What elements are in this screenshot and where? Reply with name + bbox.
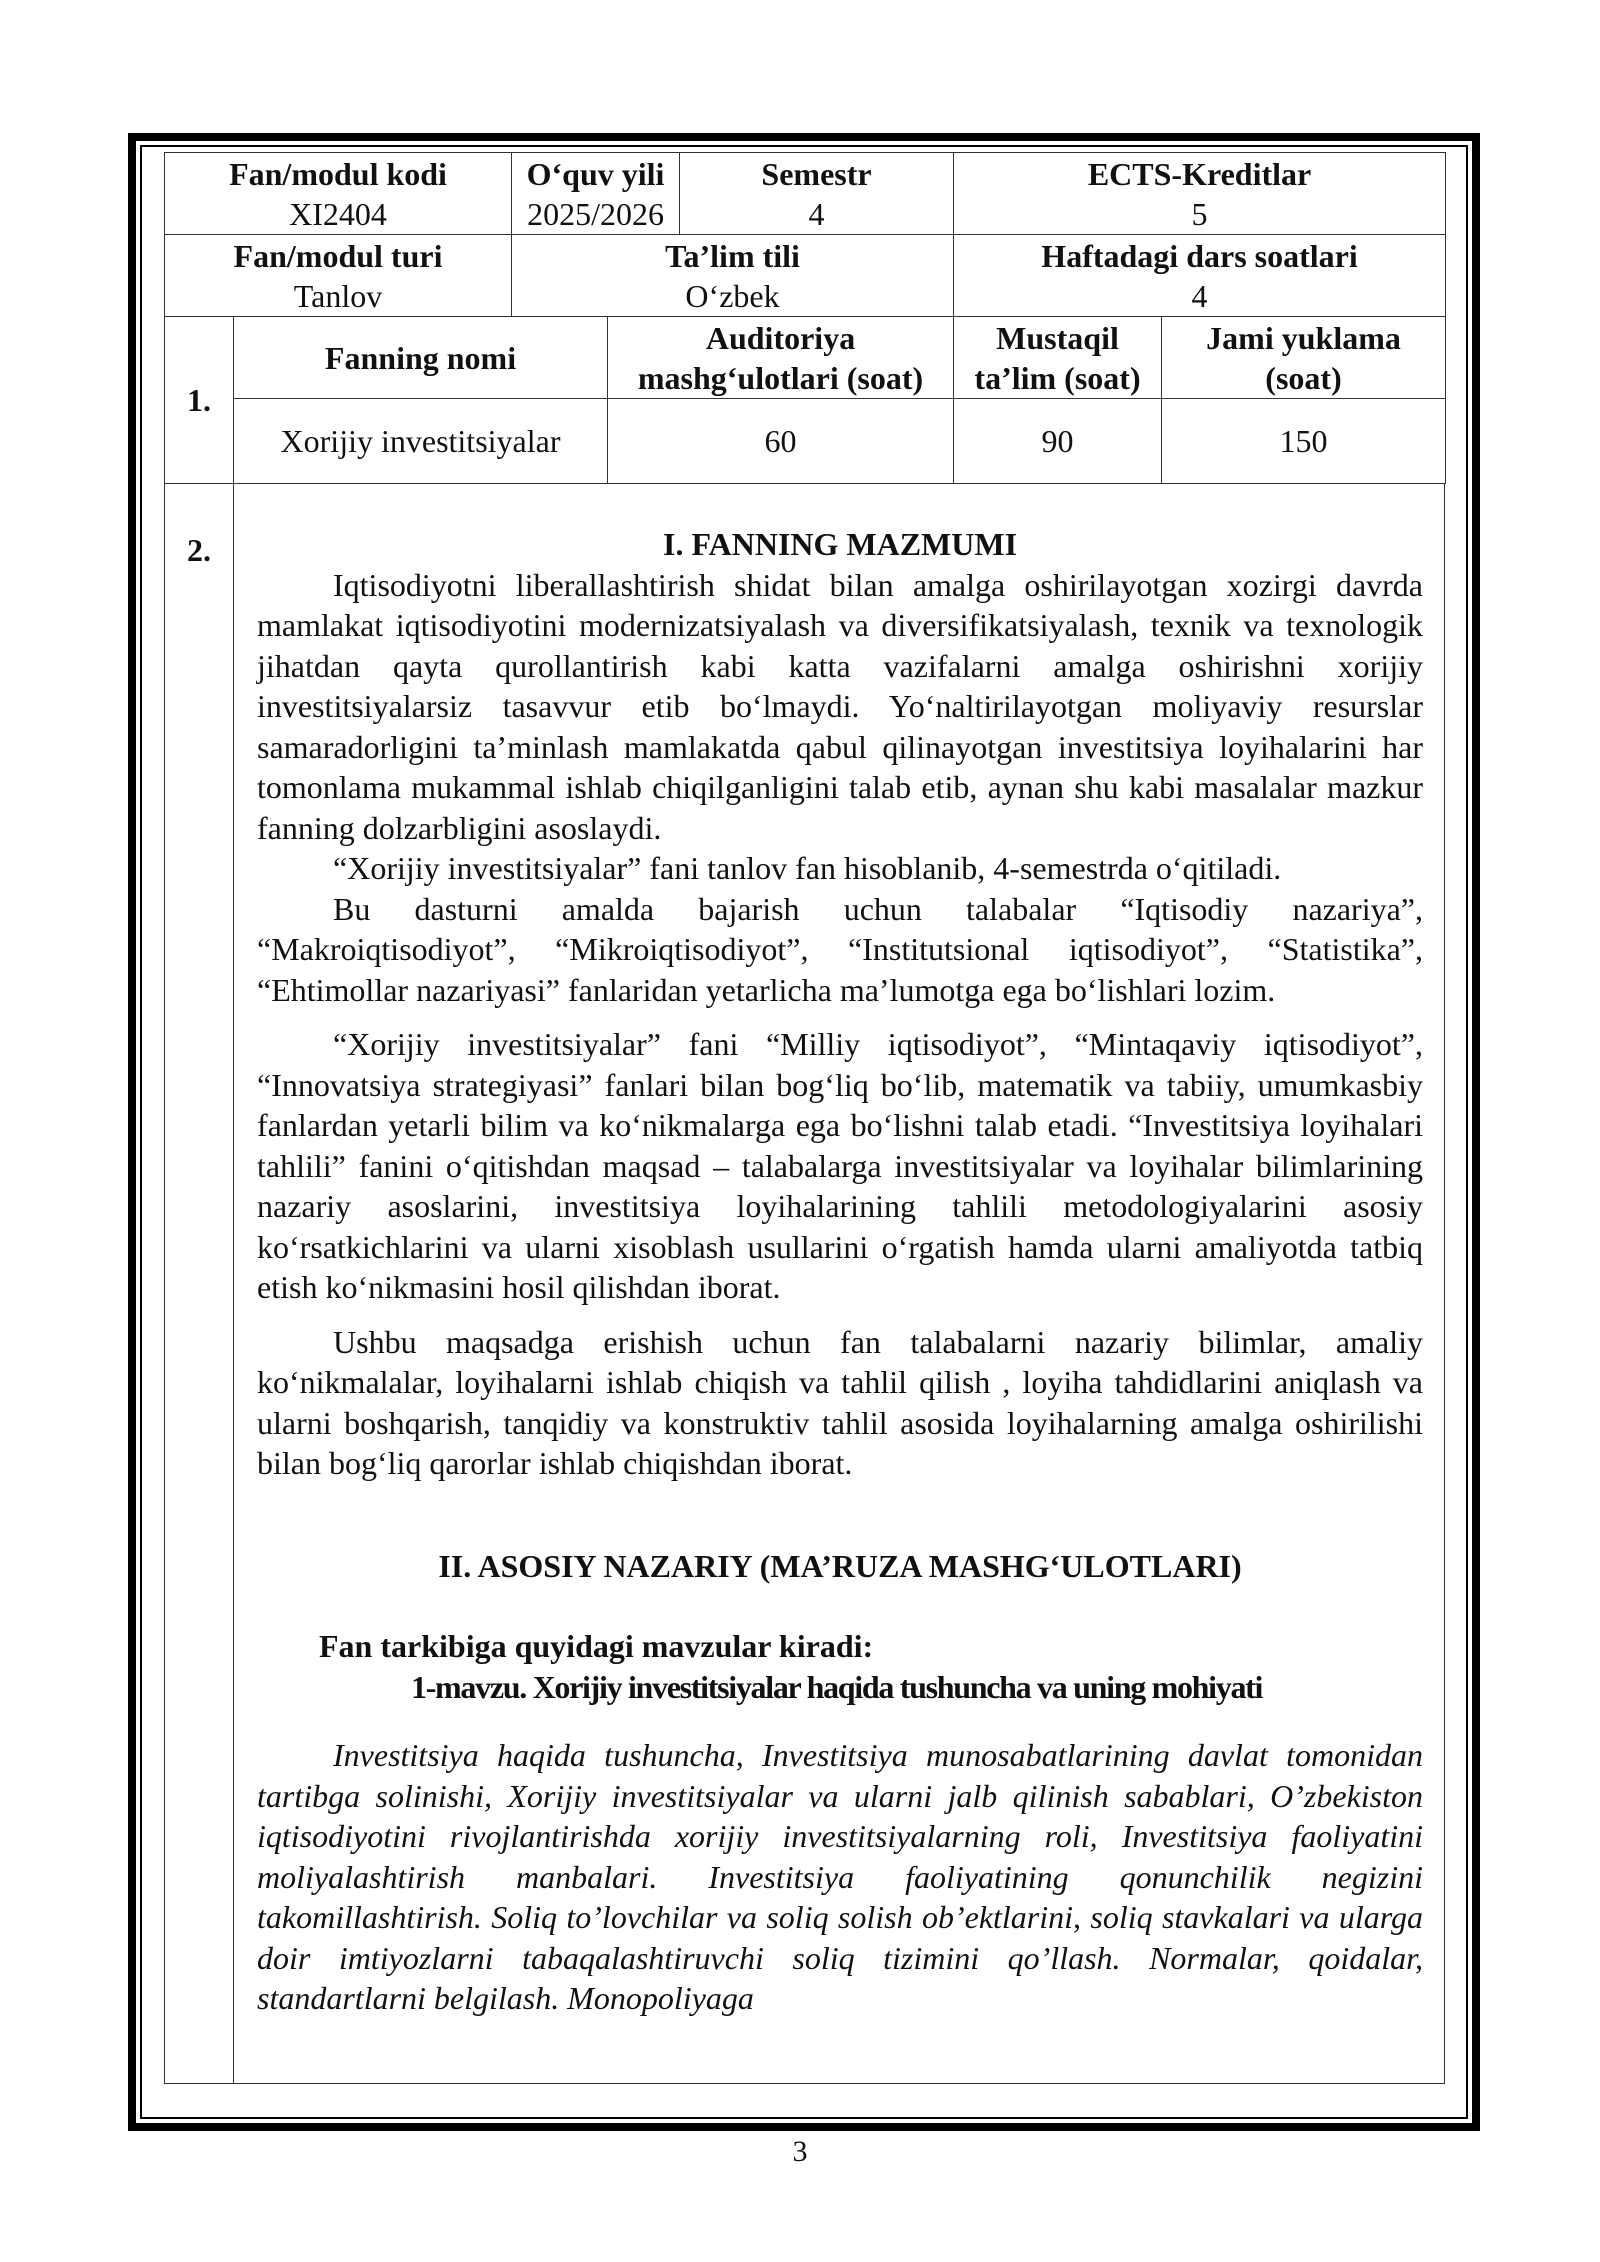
course-code-cell (165, 153, 512, 235)
ects-value: 5 (1191, 195, 1208, 232)
document-content (164, 152, 1445, 2084)
independent-hours-value: 90 (954, 399, 1162, 484)
subject-name-label: Fanning nomi (234, 317, 608, 399)
total-load-label: Jami yuklama (soat) (1162, 317, 1446, 399)
table-row (165, 399, 1446, 484)
lectures-heading: II. ASOSIY NAZARIY (MA’RUZA MASHG‘ULOTLARI) (438, 1547, 1242, 1584)
section-number-column (165, 484, 234, 2083)
paragraph: “Xorijiy investitsiyalar” fani “Milliy iqtisodiyot”, “Mintaqaviy iqtisodiyot”, “Innovatsiya strategiyasi” fanlari bilan bog‘liq bo‘lib, matematik va tabiiy, umumkasbiy fanlardan yetarli bilim va ko‘nikmalarga ega bo‘lishni talab etadi. “Investitsiya loyihalari tahlili” fanini o‘qitishdan maqsad – talabalarga investitsiyalar va loyihalar bilimlarining nazariy asoslarini, investitsiya loyihalarining tahlili metodologiyalarini asosiy ko‘rsatkichlarini va ularni xisoblash usullarini o‘rgatish hamda ularni amaliyotda tatbiq etish ko‘nikmasini hosil qilishdan iborat. (257, 1026, 1423, 1305)
table-row (165, 235, 1446, 317)
course-code-label: Fan/modul kodi (229, 155, 447, 192)
academic-year-label: O‘quv yili (526, 155, 665, 192)
independent-hours-label: Mustaqil ta’lim (soat) (954, 317, 1162, 399)
auditory-hours-label: Auditoriya mashg‘ulotlari (soat) (608, 317, 954, 399)
subject-name-value: Xorijiy investitsiyalar (234, 399, 608, 484)
course-info-table (164, 152, 1446, 484)
language-value: O‘zbek (685, 277, 780, 314)
academic-year-cell (512, 153, 680, 235)
paragraph: Ushbu maqsadga erishish uchun fan talabalarni nazariy bilimlar, amaliy ko‘nikmalalar, loyihalarni ishlab chiqish va tahlil qilish , loyiha tahdidlarini aniqlash va ularni boshqarish, tanqidiy va konstruktiv tahlil asosida loyihalarning amalga oshirilishi bilan bog‘liq qarorlar ishlab chiqishdan iborat. (257, 1323, 1423, 1481)
table-row (165, 317, 1446, 399)
section-number: 2. (187, 532, 211, 568)
section-title: I. FANNING MAZMUMI (662, 526, 1018, 562)
semester-cell (680, 153, 954, 235)
content-section (164, 484, 1445, 2084)
page-number: 3 (792, 2135, 808, 2168)
topic-description: Investitsiya haqida tushuncha, Investitsiya munosabatlarining davlat tomonidan tartibga solinishi, Xorijiy investitsiyalar va ularni jalb qilinish sabablari, O’zbekiston iqtisodiyotini rivojlantirishda xorijiy investitsiyalarning roli, Investitsiya faoliyatini moliyalashtirish manbalari. Investitsiya faoliyatining qonunchilik negizini takomillashtirish. Soliq to’lovchilar va soliq solish ob’ektlarini, soliq stavkalari va ularga doir imtiyozlarni tabaqalashtiruvchi soliq tizimini qo’llash. Normalar, qoidalar, standartlarni belgilash. Monopoliyaga (257, 1737, 1423, 2016)
table-row (165, 153, 1446, 235)
paragraph: Iqtisodiyotni liberallashtirish shidat bilan amalga oshirilayotgan xozirgi davrda mamlakat iqtisodiyotini modernizatsiyalash va diversifikatsiyalash, texnik va texnologik jihatdan qayta qurollantirish kabi katta vazifalarni amalga oshirishni xorijiy investitsiyalarsiz tasavvur etib bo‘lmaydi. Yo‘naltirilayotgan moliyaviy resurslar samaradorligini ta’minlash mamlakatda qabul qilinayotgan investitsiya loyihalarini har tomonlama mukammal ishlab chiqilganligini talab etib, aynan shu kabi masalalar mazkur fanning dolzarbligini asoslaydi. (257, 566, 1423, 846)
weekly-hours-cell (954, 235, 1446, 317)
module-type-value: Tanlov (293, 277, 383, 314)
section-body (257, 524, 1423, 2019)
total-load-value: 150 (1162, 399, 1446, 484)
weekly-hours-label: Haftadagi dars soatlari (1041, 237, 1358, 274)
topic-title: 1-mavzu. Xorijiy investitsiyalar haqida tushuncha va uning mohiyati (411, 1668, 1263, 1705)
auditory-hours-value: 60 (608, 399, 954, 484)
module-type-cell (165, 235, 512, 317)
paragraph: “Xorijiy investitsiyalar” fani tanlov fan hisoblanib, 4-semestrda o‘qitiladi. (333, 850, 1282, 886)
weekly-hours-value: 4 (1191, 277, 1208, 314)
topics-intro: Fan tarkibiga quyidagi mavzular kiradi: (319, 1628, 874, 1664)
language-cell (512, 235, 954, 317)
ects-label: ECTS-Kreditlar (1087, 155, 1312, 192)
module-type-label: Fan/modul turi (233, 237, 443, 274)
language-label: Ta’lim tili (665, 237, 800, 274)
semester-label: Semestr (761, 155, 872, 192)
paragraph: Bu dasturni amalda bajarish uchun talabalar “Iqtisodiy nazariya”, “Makroiqtisodiyot”, “Mikroiqtisodiyot”, “Institutsional iqtisodiyot”, “Statistika”, “Ehtimollar nazariyasi” fanlaridan yetarlicha ma’lumotga ega bo‘lishlari lozim. (257, 890, 1423, 1008)
academic-year-value: 2025/2026 (527, 195, 664, 232)
ects-cell (954, 153, 1446, 235)
row-number: 1. (165, 317, 234, 484)
course-code-value: XI2404 (289, 195, 387, 232)
semester-value: 4 (808, 195, 825, 232)
